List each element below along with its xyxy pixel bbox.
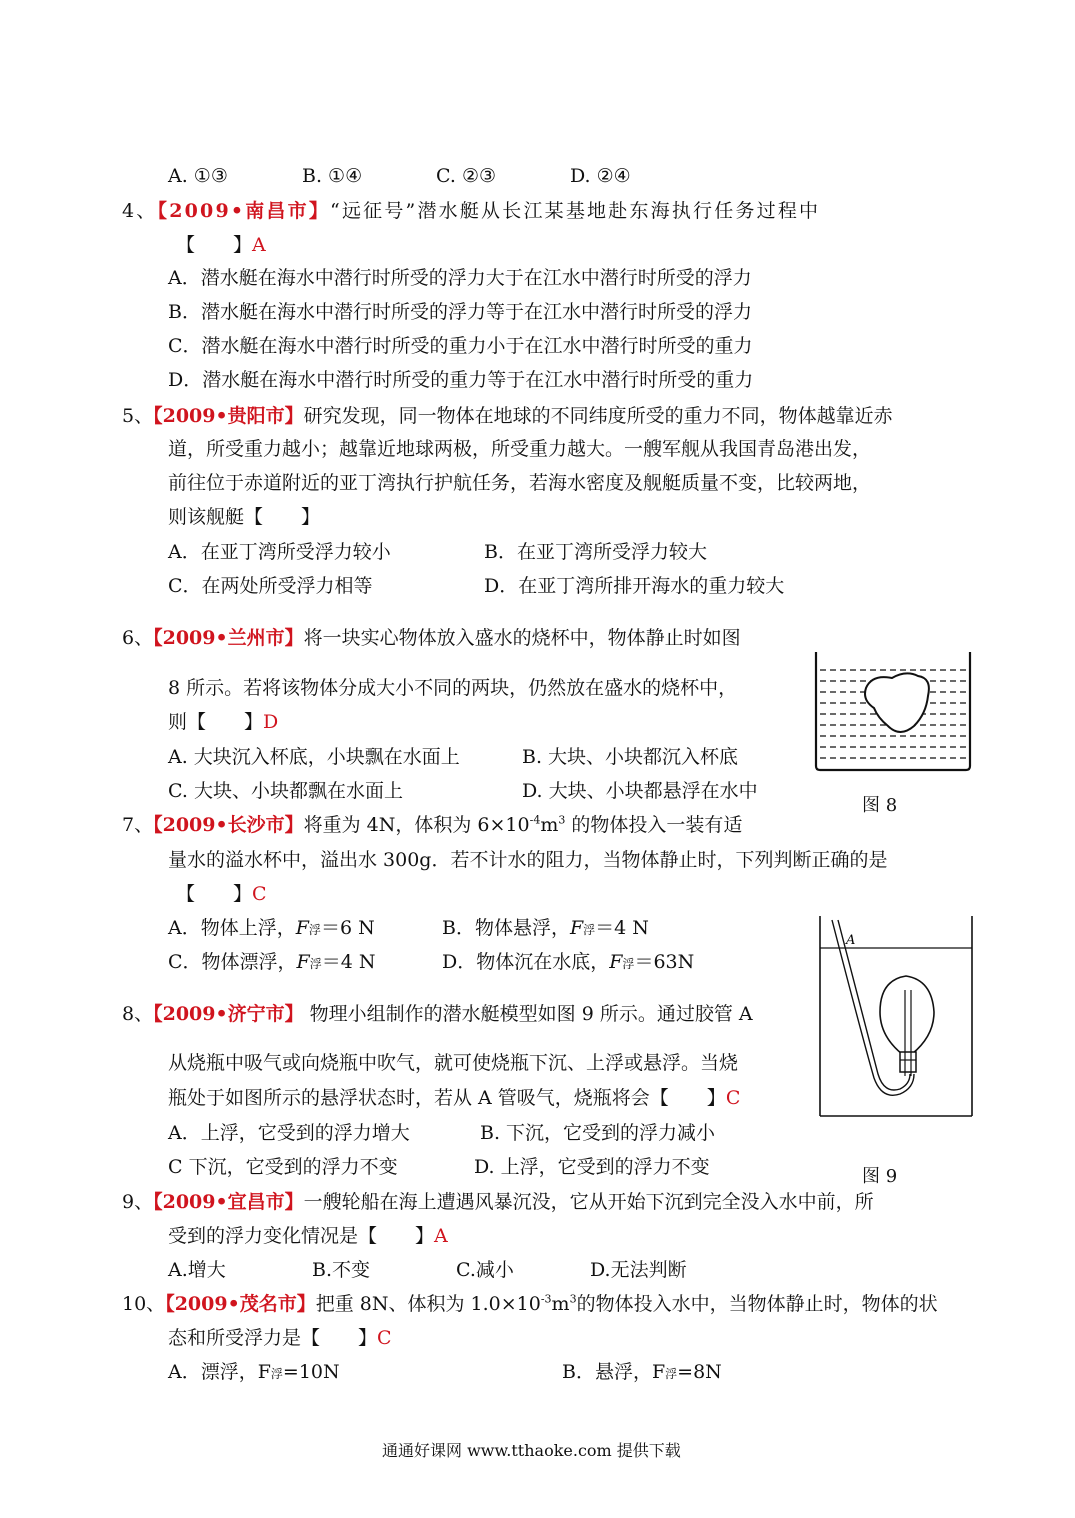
question-6-stem <box>122 626 741 650</box>
q5-option-a: A．在亚丁湾所受浮力较小 <box>168 541 391 563</box>
q10-line-1b: m <box>551 1293 570 1315</box>
q10-line-1c: 的物体投入水中，当物体静止时，物体的状 <box>576 1293 938 1315</box>
q7-answer-line <box>176 882 267 906</box>
q10-option-a-label: A．漂浮，F <box>168 1361 271 1383</box>
q7-option-d-val: ＝63N <box>634 951 695 973</box>
q9-option-b: B.不变 <box>312 1259 371 1281</box>
question-4-stem <box>122 199 820 223</box>
q10-exponent: -3 <box>540 1292 552 1306</box>
q7-exponent: -4 <box>529 813 541 827</box>
figure-8-caption: 图 8 <box>862 795 898 816</box>
q9-source: 【2009•宜昌市】 <box>153 1191 304 1213</box>
q9-line-1: 一艘轮船在海上遭遇风暴沉没，它从开始下沉到完全没入水中前，所 <box>303 1191 874 1213</box>
q9-number: 9、 <box>122 1191 154 1213</box>
q10-option-a-val: =10N <box>282 1361 340 1383</box>
q5-number: 5、 <box>122 405 154 427</box>
q5-option-d: D．在亚丁湾所排开海水的重力较大 <box>484 575 785 597</box>
q10-option-b <box>562 1360 722 1386</box>
q7-option-c-label: C．物体漂浮， <box>168 951 297 973</box>
q6-option-d: D. 大块、小块都悬浮在水中 <box>522 780 758 802</box>
q10-exponent-2: 3 <box>569 1292 577 1306</box>
q10-answer-line <box>168 1326 392 1350</box>
q5-option-b: B．在亚丁湾所受浮力较大 <box>484 541 707 563</box>
q4-stem-text: “远征号”潜水艇从长江某基地赴东海执行任务过程中 <box>330 200 821 222</box>
q5-line-3: 前往位于赤道附近的亚丁湾执行护航任务，若海水密度及舰艇质量不变，比较两地， <box>168 472 872 494</box>
q7-exponent-2: 3 <box>558 813 566 827</box>
q5-option-c: C．在两处所受浮力相等 <box>168 575 373 597</box>
q7-option-a-val: ＝6 N <box>320 917 375 939</box>
q10-option-b-label: B．悬浮，F <box>562 1361 666 1383</box>
q10-source: 【2009•茂名市】 <box>165 1293 316 1315</box>
q4-option-a: A．潜水艇在海水中潜行时所受的浮力大于在江水中潜行时所受的浮力 <box>168 267 752 289</box>
q9-line-2: 受到的浮力变化情况是【 】 <box>168 1225 435 1247</box>
q9-answer: A <box>434 1225 448 1247</box>
q6-answer-line <box>168 710 278 734</box>
q10-number: 10、 <box>122 1293 166 1315</box>
q9-option-c: C.减小 <box>456 1259 514 1281</box>
question-9-stem <box>122 1190 874 1214</box>
question-7-stem <box>122 813 742 837</box>
figure-8-beaker <box>810 648 976 774</box>
q7-line-1a: 将重为 4N，体积为 6×10 <box>303 814 530 836</box>
q7-line-2: 量水的溢水杯中，溢出水 300g．若不计水的阻力，当物体静止时，下列判断正确的是 <box>168 849 888 871</box>
q7-option-a-label: A．物体上浮， <box>168 917 296 939</box>
q6-bracket-line: 则【 】 <box>168 711 264 733</box>
q4-answer: A <box>252 234 266 256</box>
q8-answer: C <box>725 1087 741 1109</box>
figure-9-flask <box>816 916 976 1118</box>
q7-option-d-label: D．物体沉在水底， <box>442 951 610 973</box>
q10-option-a <box>168 1360 340 1386</box>
q7-option-b <box>442 916 649 942</box>
q7-option-b-sub: 浮 <box>583 923 596 937</box>
q10-option-b-val: =8N <box>677 1361 722 1383</box>
q5-line-2: 道，所受重力越小；越靠近地球两极，所受重力越大。一艘军舰从我国青岛港出发， <box>168 438 872 460</box>
q7-option-b-label: B．物体悬浮， <box>442 917 570 939</box>
q6-number: 6、 <box>122 627 154 649</box>
q7-option-c-sub: 浮 <box>309 957 322 971</box>
question-10-stem <box>122 1292 938 1316</box>
q10-option-b-sub: 浮 <box>665 1367 678 1381</box>
q6-line-1: 将一块实心物体放入盛水的烧杯中，物体静止时如图 <box>303 627 741 649</box>
q8-line-3: 瓶处于如图所示的悬浮状态时，若从 A 管吸气，烧瓶将会【 】 <box>168 1087 726 1109</box>
q8-line-1: 物理小组制作的潜水艇模型如图 9 所示。通过胶管 A <box>303 1003 753 1025</box>
q4-option-b: B．潜水艇在海水中潜行时所受的浮力等于在江水中潜行时所受的浮力 <box>168 301 752 323</box>
q8-option-d: D. 上浮，它受到的浮力不变 <box>474 1156 710 1178</box>
q4-option-c: C．潜水艇在海水中潜行时所受的重力小于在江水中潜行时所受的重力 <box>168 335 753 357</box>
q7-option-d-sub: 浮 <box>622 957 635 971</box>
q6-source: 【2009•兰州市】 <box>153 627 304 649</box>
q3-option-d: D. ②④ <box>570 165 631 187</box>
q8-line-2: 从烧瓶中吸气或向烧瓶中吹气，就可使烧瓶下沉、上浮或悬浮。当烧 <box>168 1052 739 1074</box>
q5-source: 【2009•贵阳市】 <box>153 405 304 427</box>
q9-option-d: D.无法判断 <box>590 1259 687 1281</box>
figure-9-label-a: A <box>846 933 856 948</box>
q3-option-b: B. ①④ <box>302 165 363 187</box>
q6-option-c: C. 大块、小块都飘在水面上 <box>168 780 403 802</box>
q8-option-c: C 下沉，它受到的浮力不变 <box>168 1156 398 1178</box>
q9-option-a: A.增大 <box>168 1259 226 1281</box>
q3-option-c: C. ②③ <box>436 165 497 187</box>
q6-option-a: A. 大块沉入杯底，小块飘在水面上 <box>168 746 460 768</box>
q7-option-c-val: ＝4 N <box>321 951 376 973</box>
q8-source: 【2009•济宁市】 <box>153 1003 304 1025</box>
q7-bracket: 【 】 <box>176 883 253 905</box>
q9-answer-line <box>168 1224 448 1248</box>
q4-answer-line <box>176 233 266 257</box>
question-5-stem <box>122 404 893 428</box>
q7-answer: C <box>252 883 267 905</box>
q7-option-b-f: F <box>569 917 584 939</box>
q7-option-c-f: F <box>296 951 310 973</box>
q10-line-1a: 把重 8N、体积为 1.0×10 <box>315 1293 541 1315</box>
q7-line-1c: 的物体投入一装有适 <box>565 814 743 836</box>
q5-line-4: 则该舰艇【 】 <box>168 506 321 528</box>
q7-source: 【2009•长沙市】 <box>153 814 304 836</box>
q4-option-d: D．潜水艇在海水中潜行时所受的重力等于在江水中潜行时所受的重力 <box>168 369 754 391</box>
q10-line-2: 态和所受浮力是【 】 <box>168 1327 378 1349</box>
q4-bracket: 【 】 <box>176 234 253 256</box>
q8-number: 8、 <box>122 1003 154 1025</box>
q7-option-a-sub: 浮 <box>308 923 321 937</box>
q7-number: 7、 <box>122 814 154 836</box>
q4-number: 4、 <box>122 200 158 222</box>
q3-option-a: A. ①③ <box>168 165 228 187</box>
q6-line-2: 8 所示。若将该物体分成大小不同的两块，仍然放在盛水的烧杯中， <box>168 677 738 699</box>
q8-option-a: A．上浮，它受到的浮力增大 <box>168 1122 410 1144</box>
q6-option-b: B. 大块、小块都沉入杯底 <box>522 746 739 768</box>
q7-option-a-f: F <box>295 917 309 939</box>
q7-line-1b: m <box>540 814 559 836</box>
q8-answer-line <box>168 1086 740 1110</box>
figure-9-caption: 图 9 <box>862 1166 898 1187</box>
q7-option-d-f: F <box>609 951 623 973</box>
question-8-stem <box>122 1002 753 1026</box>
q7-option-b-val: ＝4 N <box>595 917 649 939</box>
q7-option-a <box>168 916 375 942</box>
q7-option-c <box>168 950 376 976</box>
q7-option-d <box>442 950 694 976</box>
q10-answer: C <box>377 1327 392 1349</box>
q6-answer: D <box>263 711 279 733</box>
q8-option-b: B. 下沉，它受到的浮力减小 <box>480 1122 716 1144</box>
q5-line-1: 研究发现，同一物体在地球的不同纬度所受的重力不同，物体越靠近赤 <box>303 405 893 427</box>
q10-option-a-sub: 浮 <box>270 1367 283 1381</box>
q4-source: 【2009•南昌市】 <box>157 200 331 222</box>
page-footer: 通通好课网 www.tthaoke.com 提供下载 <box>382 1441 681 1460</box>
